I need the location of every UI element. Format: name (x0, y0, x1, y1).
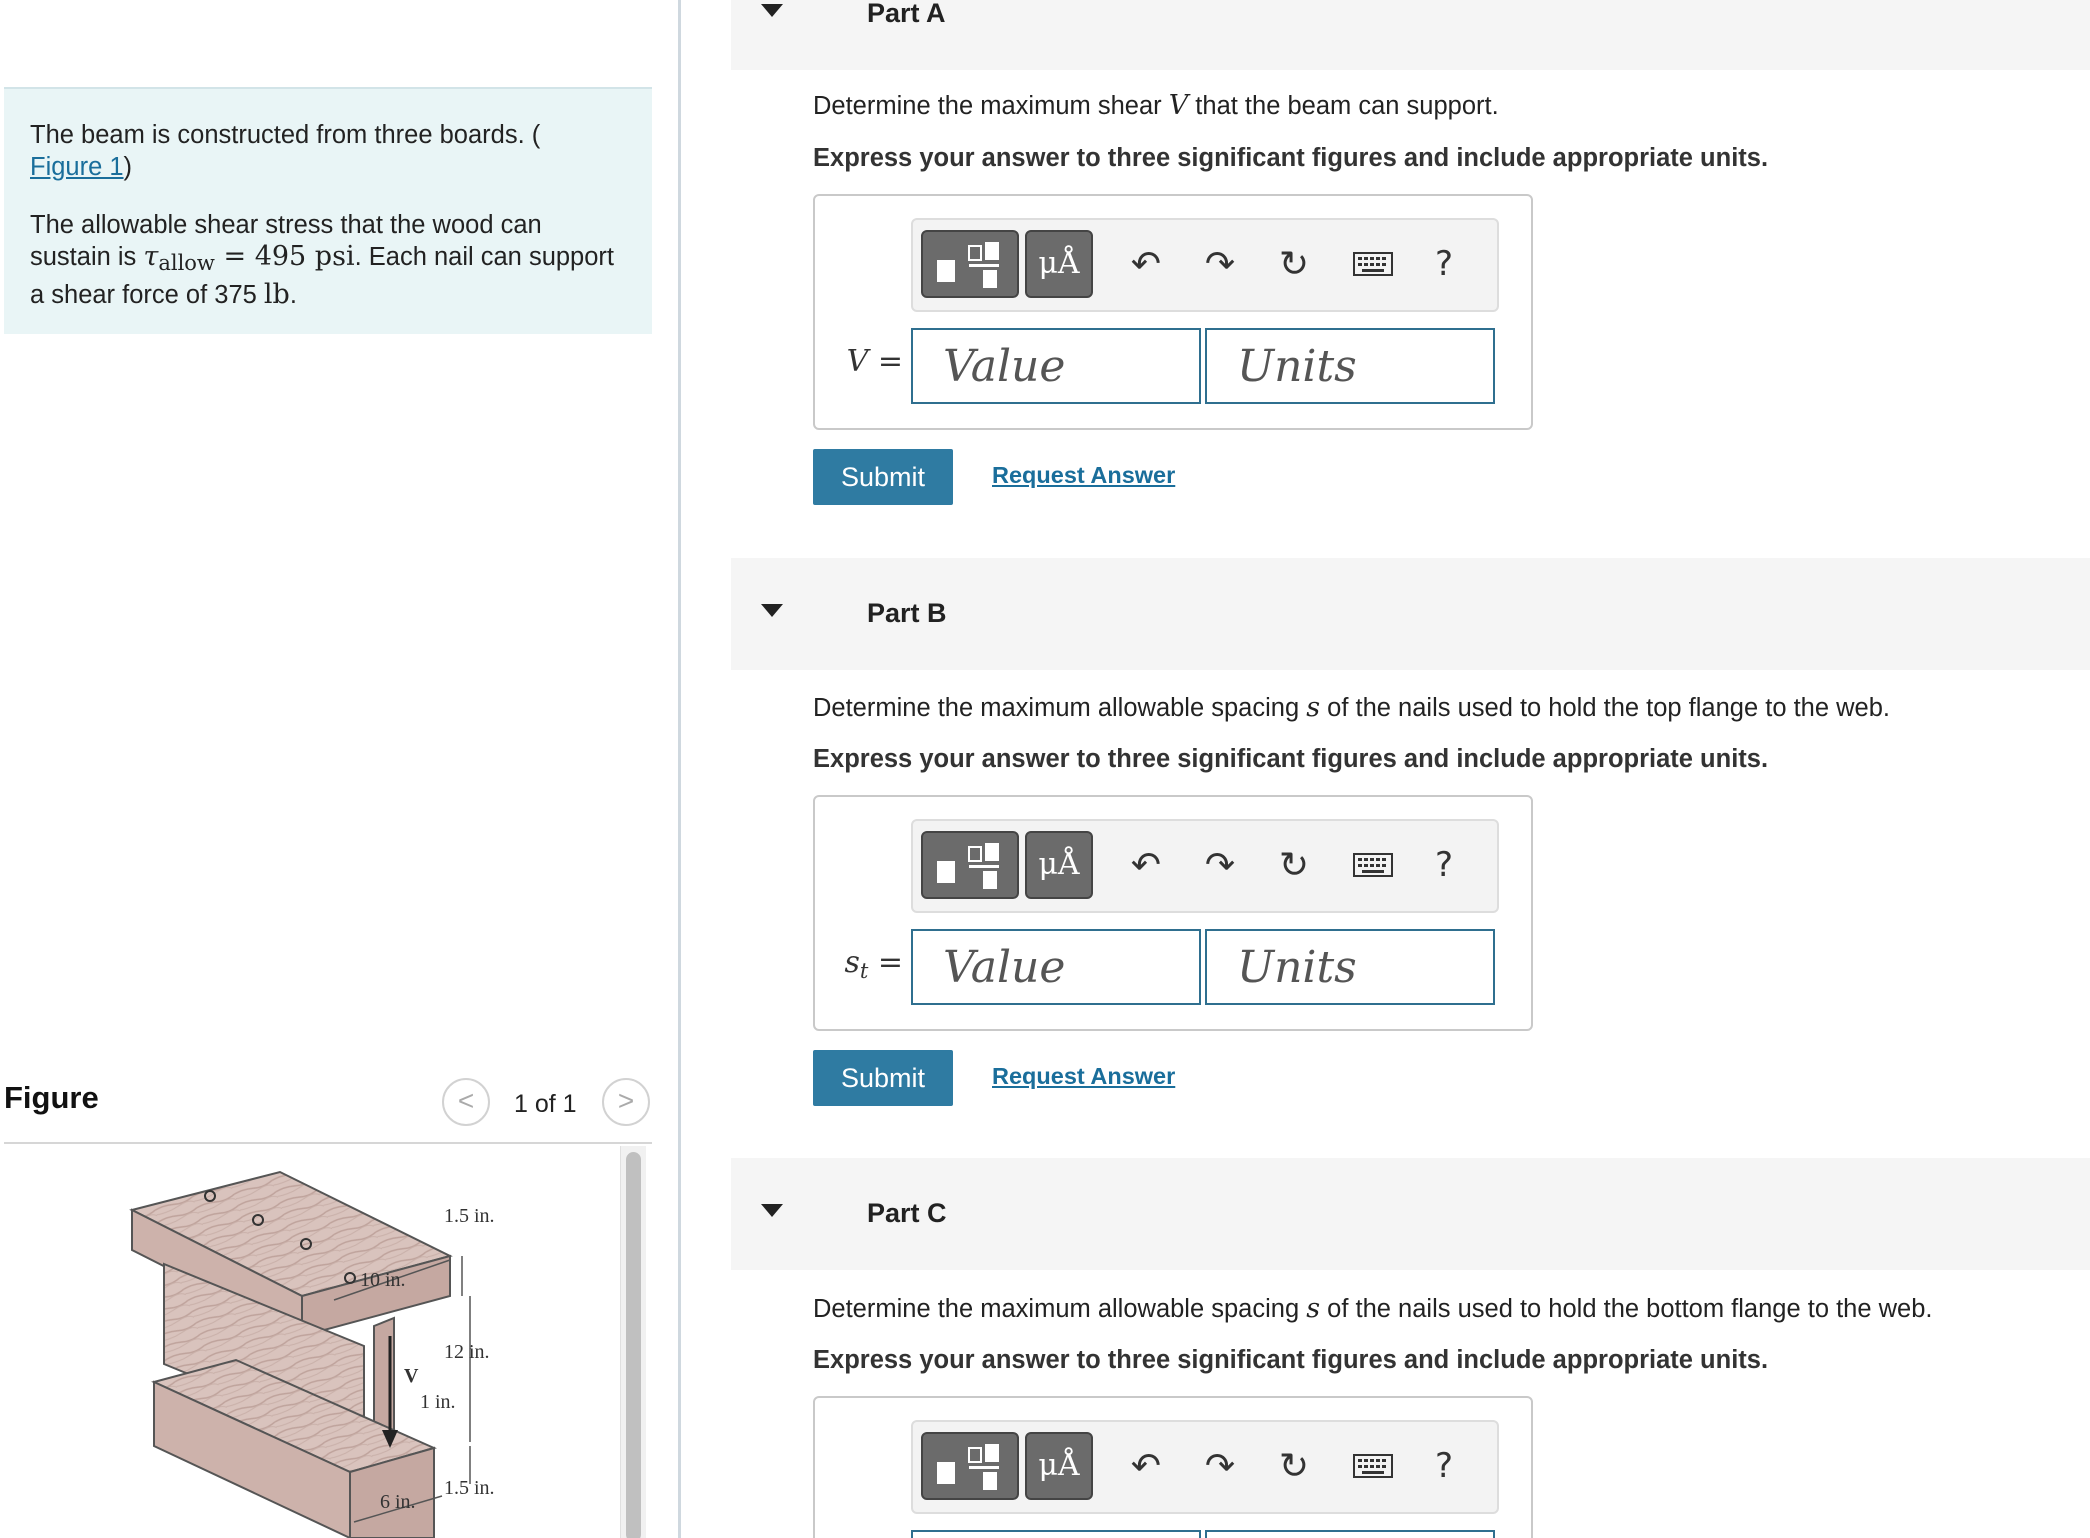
keyboard-icon[interactable] (1343, 234, 1403, 294)
figure-scrollbar[interactable] (620, 1146, 646, 1538)
help-button[interactable]: ? (1434, 845, 1454, 885)
answer-toolbar (911, 819, 1499, 913)
problem-pane (0, 0, 678, 1538)
undo-icon[interactable]: ↶ (1130, 243, 1162, 284)
force-unit: lb (263, 279, 290, 310)
units-input[interactable] (1205, 1530, 1495, 1538)
dim-shear-label: V (404, 1365, 419, 1387)
help-button[interactable]: ? (1434, 244, 1454, 284)
undo-icon[interactable]: ↶ (1130, 1445, 1162, 1486)
tau-expression: $\tau_{allow} = 495$ psi (143, 241, 355, 275)
dim-bottom-width: 6 in. (380, 1491, 416, 1513)
units-input[interactable] (1205, 328, 1495, 404)
part-b-title: Part B (867, 598, 947, 628)
redo-icon[interactable]: ↷ (1204, 243, 1236, 284)
collapse-caret-icon[interactable] (761, 4, 783, 17)
part-a-submit-button[interactable]: Submit (813, 449, 953, 505)
collapse-caret-icon[interactable] (761, 1204, 783, 1217)
dim-bottom-thickness: 1.5 in. (444, 1477, 495, 1499)
part-a-answer-box (813, 194, 1533, 430)
answer-toolbar (911, 1420, 1499, 1514)
keyboard-icon[interactable] (1343, 835, 1403, 895)
part-c-header[interactable] (731, 1158, 2090, 1270)
part-b-header[interactable] (731, 558, 2090, 670)
value-input[interactable] (911, 328, 1201, 404)
shear-paragraph: The allowable shear stress that the wood can sustain is $\tau_{allow} = 495$ psi. Each nail can support a shear force of 375 lb. (30, 211, 615, 310)
units-button[interactable]: μÅ (1025, 831, 1093, 899)
keyboard-icon[interactable] (1343, 1436, 1403, 1496)
beam-illustration (4, 1146, 624, 1538)
next-figure-button[interactable]: > (602, 1078, 650, 1126)
part-a-request-answer-link[interactable]: Request Answer (992, 462, 1176, 488)
redo-icon[interactable]: ↷ (1204, 1445, 1236, 1486)
template-button[interactable] (921, 831, 1019, 899)
figure-header (4, 1070, 652, 1144)
undo-icon[interactable]: ↶ (1130, 844, 1162, 885)
reset-icon[interactable]: ↻ (1278, 243, 1310, 284)
part-a-instruction: Express your answer to three significant figures and include appropriate units. (813, 144, 1769, 172)
part-b-submit-button[interactable]: Submit (813, 1050, 953, 1106)
part-a-question: Determine the maximum shear V that the beam can support. (813, 90, 1499, 121)
value-input[interactable] (911, 929, 1201, 1005)
dim-web-height: 12 in. (444, 1341, 490, 1363)
value-input[interactable] (911, 1530, 1201, 1538)
reset-icon[interactable]: ↻ (1278, 1445, 1310, 1486)
variable-label: V = (846, 344, 903, 379)
units-button[interactable]: μÅ (1025, 1432, 1093, 1500)
figure-pager-count: 1 of 1 (514, 1090, 577, 1118)
figure-scrollbar-thumb[interactable] (626, 1152, 641, 1538)
figure-link[interactable]: Figure 1 (30, 153, 124, 181)
template-button[interactable] (921, 1432, 1019, 1500)
dim-top-thickness: 1.5 in. (444, 1205, 495, 1227)
dim-web-thickness: 1 in. (420, 1391, 456, 1413)
units-input[interactable] (1205, 929, 1495, 1005)
part-b-instruction: Express your answer to three significant figures and include appropriate units. (813, 745, 1769, 773)
part-a-title: Part A (867, 0, 946, 28)
parts-pane (681, 0, 2090, 1538)
variable-label: $s_t$ = (844, 945, 903, 983)
template-button[interactable] (921, 230, 1019, 298)
part-c-question: Determine the maximum allowable spacing s of the nails used to hold the bottom flange to the web. (813, 1293, 1933, 1324)
intro-paragraph: The beam is constructed from three boards. ( Figure 1) (30, 121, 541, 181)
previous-figure-button[interactable]: < (442, 1078, 490, 1126)
problem-statement (4, 87, 652, 334)
dim-width: 10 in. (360, 1269, 406, 1291)
reset-icon[interactable]: ↻ (1278, 844, 1310, 885)
units-button[interactable]: μÅ (1025, 230, 1093, 298)
part-c-instruction: Express your answer to three significant figures and include appropriate units. (813, 1346, 1769, 1374)
answer-toolbar (911, 218, 1499, 312)
part-b-question: Determine the maximum allowable spacing s of the nails used to hold the top flange to the web. (813, 692, 1890, 723)
beam-figure (4, 1146, 652, 1538)
part-c-title: Part C (867, 1198, 947, 1228)
figure-title: Figure (4, 1080, 99, 1115)
part-c-answer-box (813, 1396, 1533, 1538)
help-button[interactable]: ? (1434, 1446, 1454, 1486)
redo-icon[interactable]: ↷ (1204, 844, 1236, 885)
collapse-caret-icon[interactable] (761, 604, 783, 617)
part-a-header[interactable] (731, 0, 2090, 70)
part-b-answer-box (813, 795, 1533, 1031)
part-b-request-answer-link[interactable]: Request Answer (992, 1063, 1176, 1089)
